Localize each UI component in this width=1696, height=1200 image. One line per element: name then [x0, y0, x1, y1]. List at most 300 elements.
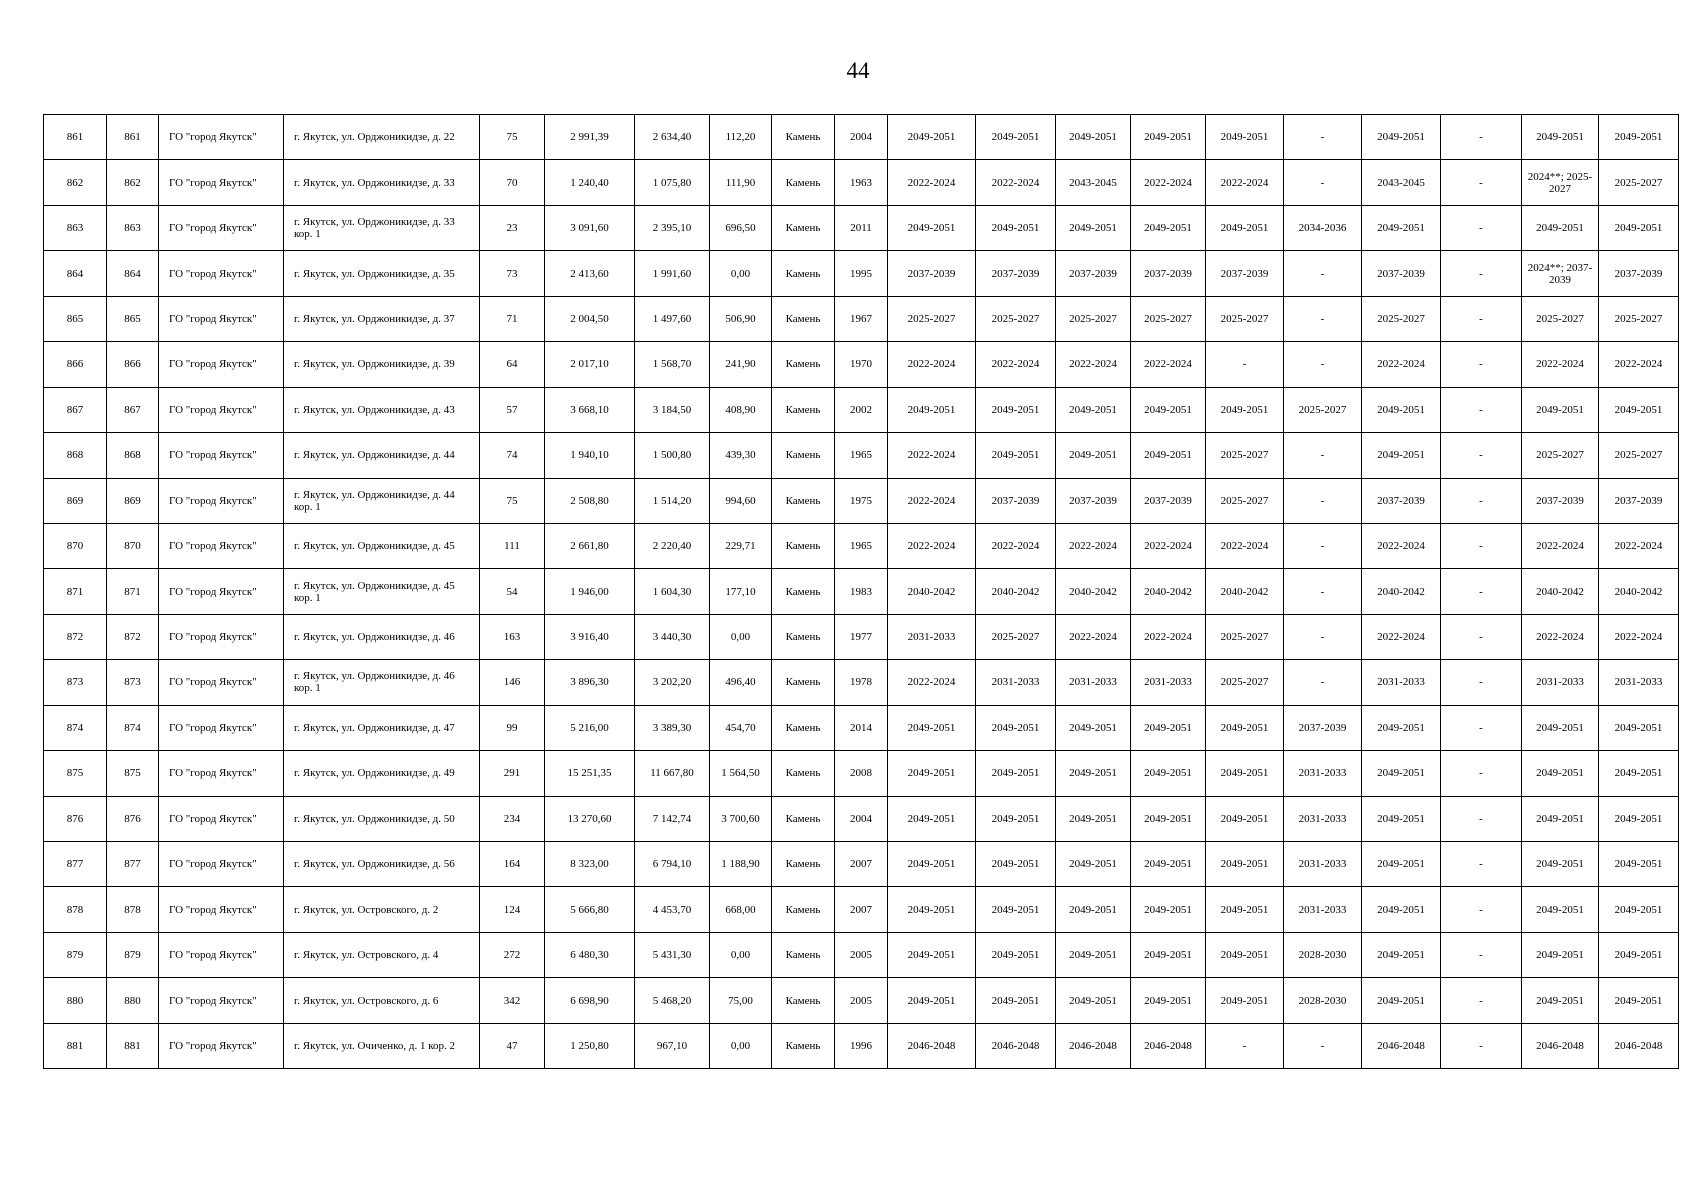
- table-row: [44, 660, 1679, 705]
- period-cell-8: -: [1441, 160, 1522, 205]
- period-cell-7: 2049-2051: [1362, 796, 1441, 841]
- period-cell-8: -: [1441, 796, 1522, 841]
- residential-area-cell: 5 431,30: [635, 932, 710, 977]
- record-number-cell: 874: [107, 705, 159, 750]
- period-cell-8: -: [1441, 751, 1522, 796]
- period-cell-8: -: [1441, 660, 1522, 705]
- period-cell-10: 2040-2042: [1599, 569, 1679, 614]
- period-cell-10: 2049-2051: [1599, 387, 1679, 432]
- municipality-cell: ГО "город Якутск": [159, 978, 284, 1023]
- period-cell-3: 2037-2039: [1056, 251, 1131, 296]
- period-cell-10: 2049-2051: [1599, 842, 1679, 887]
- apartments-cell: 54: [480, 569, 545, 614]
- wall-material-cell: Камень: [772, 978, 835, 1023]
- period-cell-5: 2049-2051: [1206, 705, 1284, 750]
- wall-material-cell: Камень: [772, 796, 835, 841]
- table-row: [44, 751, 1679, 796]
- record-number-cell: 863: [107, 205, 159, 250]
- period-cell-5: 2025-2027: [1206, 614, 1284, 659]
- period-cell-1: 2049-2051: [888, 932, 976, 977]
- period-cell-6: -: [1284, 342, 1362, 387]
- table-row: [44, 887, 1679, 932]
- period-cell-2: 2025-2027: [976, 614, 1056, 659]
- address-cell: г. Якутск, ул. Орджоникидзе, д. 33 кор. 1: [284, 205, 480, 250]
- period-cell-10: 2022-2024: [1599, 523, 1679, 568]
- period-cell-6: 2025-2027: [1284, 387, 1362, 432]
- table-row: [44, 433, 1679, 478]
- nonresidential-area-cell: 454,70: [710, 705, 772, 750]
- apartments-cell: 111: [480, 523, 545, 568]
- period-cell-2: 2049-2051: [976, 842, 1056, 887]
- period-cell-2: 2037-2039: [976, 478, 1056, 523]
- period-cell-4: 2049-2051: [1131, 751, 1206, 796]
- period-cell-1: 2049-2051: [888, 387, 976, 432]
- address-cell: г. Якутск, ул. Орджоникидзе, д. 45: [284, 523, 480, 568]
- period-cell-4: 2022-2024: [1131, 614, 1206, 659]
- period-cell-1: 2049-2051: [888, 978, 976, 1023]
- period-cell-1: 2046-2048: [888, 1023, 976, 1068]
- period-cell-5: 2025-2027: [1206, 660, 1284, 705]
- build-year-cell: 2008: [835, 751, 888, 796]
- period-cell-8: -: [1441, 433, 1522, 478]
- period-cell-1: 2049-2051: [888, 842, 976, 887]
- table-row: [44, 387, 1679, 432]
- row-number-cell: 871: [44, 569, 107, 614]
- address-cell: г. Якутск, ул. Орджоникидзе, д. 22: [284, 115, 480, 160]
- period-cell-1: 2031-2033: [888, 614, 976, 659]
- residential-area-cell: 1 991,60: [635, 251, 710, 296]
- period-cell-3: 2049-2051: [1056, 751, 1131, 796]
- period-cell-2: 2046-2048: [976, 1023, 1056, 1068]
- period-cell-7: 2049-2051: [1362, 115, 1441, 160]
- period-cell-9: 2049-2051: [1522, 115, 1599, 160]
- record-number-cell: 862: [107, 160, 159, 205]
- period-cell-10: 2049-2051: [1599, 887, 1679, 932]
- address-cell: г. Якутск, ул. Орджоникидзе, д. 37: [284, 296, 480, 341]
- record-number-cell: 881: [107, 1023, 159, 1068]
- address-cell: г. Якутск, ул. Орджоникидзе, д. 33: [284, 160, 480, 205]
- address-cell: г. Якутск, ул. Орджоникидзе, д. 44: [284, 433, 480, 478]
- address-cell: г. Якутск, ул. Островского, д. 4: [284, 932, 480, 977]
- table-body: [44, 115, 1679, 1069]
- period-cell-5: -: [1206, 1023, 1284, 1068]
- page-number: 44: [846, 58, 870, 83]
- period-cell-4: 2049-2051: [1131, 433, 1206, 478]
- row-number-cell: 876: [44, 796, 107, 841]
- period-cell-9: 2049-2051: [1522, 978, 1599, 1023]
- period-cell-9: 2025-2027: [1522, 433, 1599, 478]
- total-area-cell: 15 251,35: [545, 751, 635, 796]
- record-number-cell: 871: [107, 569, 159, 614]
- row-number-cell: 866: [44, 342, 107, 387]
- period-cell-7: 2049-2051: [1362, 932, 1441, 977]
- period-cell-10: 2049-2051: [1599, 705, 1679, 750]
- period-cell-10: 2049-2051: [1599, 751, 1679, 796]
- period-cell-4: 2049-2051: [1131, 205, 1206, 250]
- build-year-cell: 2014: [835, 705, 888, 750]
- period-cell-9: 2031-2033: [1522, 660, 1599, 705]
- period-cell-8: -: [1441, 115, 1522, 160]
- period-cell-2: 2049-2051: [976, 978, 1056, 1023]
- period-cell-5: 2049-2051: [1206, 842, 1284, 887]
- wall-material-cell: Камень: [772, 115, 835, 160]
- period-cell-9: 2022-2024: [1522, 614, 1599, 659]
- build-year-cell: 2005: [835, 978, 888, 1023]
- period-cell-3: 2037-2039: [1056, 478, 1131, 523]
- address-cell: г. Якутск, ул. Орджоникидзе, д. 50: [284, 796, 480, 841]
- period-cell-9: 2037-2039: [1522, 478, 1599, 523]
- period-cell-9: 2024**; 2025-2027: [1522, 160, 1599, 205]
- period-cell-1: 2049-2051: [888, 705, 976, 750]
- apartments-cell: 47: [480, 1023, 545, 1068]
- period-cell-2: 2049-2051: [976, 887, 1056, 932]
- period-cell-5: 2049-2051: [1206, 751, 1284, 796]
- period-cell-2: 2040-2042: [976, 569, 1056, 614]
- address-cell: г. Якутск, ул. Орджоникидзе, д. 47: [284, 705, 480, 750]
- municipality-cell: ГО "город Якутск": [159, 705, 284, 750]
- municipality-cell: ГО "город Якутск": [159, 433, 284, 478]
- period-cell-3: 2025-2027: [1056, 296, 1131, 341]
- period-cell-2: 2049-2051: [976, 751, 1056, 796]
- record-number-cell: 872: [107, 614, 159, 659]
- period-cell-10: 2049-2051: [1599, 978, 1679, 1023]
- row-number-cell: 881: [44, 1023, 107, 1068]
- period-cell-1: 2049-2051: [888, 205, 976, 250]
- municipality-cell: ГО "город Якутск": [159, 614, 284, 659]
- nonresidential-area-cell: 112,20: [710, 115, 772, 160]
- residential-area-cell: 1 514,20: [635, 478, 710, 523]
- period-cell-4: 2022-2024: [1131, 523, 1206, 568]
- wall-material-cell: Камень: [772, 751, 835, 796]
- nonresidential-area-cell: 1 188,90: [710, 842, 772, 887]
- period-cell-5: 2049-2051: [1206, 205, 1284, 250]
- period-cell-8: -: [1441, 932, 1522, 977]
- nonresidential-area-cell: 0,00: [710, 1023, 772, 1068]
- period-cell-1: 2037-2039: [888, 251, 976, 296]
- address-cell: г. Якутск, ул. Орджоникидзе, д. 39: [284, 342, 480, 387]
- period-cell-5: 2022-2024: [1206, 523, 1284, 568]
- nonresidential-area-cell: 506,90: [710, 296, 772, 341]
- period-cell-7: 2049-2051: [1362, 842, 1441, 887]
- row-number-cell: 862: [44, 160, 107, 205]
- period-cell-6: -: [1284, 296, 1362, 341]
- address-cell: г. Якутск, ул. Орджоникидзе, д. 45 кор. 1: [284, 569, 480, 614]
- wall-material-cell: Камень: [772, 842, 835, 887]
- apartments-cell: 146: [480, 660, 545, 705]
- build-year-cell: 1983: [835, 569, 888, 614]
- nonresidential-area-cell: 0,00: [710, 251, 772, 296]
- total-area-cell: 1 946,00: [545, 569, 635, 614]
- period-cell-9: 2022-2024: [1522, 342, 1599, 387]
- period-cell-2: 2049-2051: [976, 796, 1056, 841]
- period-cell-4: 2046-2048: [1131, 1023, 1206, 1068]
- wall-material-cell: Камень: [772, 433, 835, 478]
- nonresidential-area-cell: 668,00: [710, 887, 772, 932]
- period-cell-7: 2037-2039: [1362, 251, 1441, 296]
- total-area-cell: 5 666,80: [545, 887, 635, 932]
- period-cell-10: 2025-2027: [1599, 433, 1679, 478]
- residential-area-cell: 11 667,80: [635, 751, 710, 796]
- period-cell-10: 2049-2051: [1599, 796, 1679, 841]
- nonresidential-area-cell: 439,30: [710, 433, 772, 478]
- period-cell-5: 2025-2027: [1206, 433, 1284, 478]
- build-year-cell: 1977: [835, 614, 888, 659]
- period-cell-7: 2022-2024: [1362, 523, 1441, 568]
- period-cell-9: 2049-2051: [1522, 751, 1599, 796]
- nonresidential-area-cell: 0,00: [710, 614, 772, 659]
- period-cell-3: 2022-2024: [1056, 523, 1131, 568]
- total-area-cell: 2 004,50: [545, 296, 635, 341]
- period-cell-8: -: [1441, 478, 1522, 523]
- period-cell-1: 2049-2051: [888, 887, 976, 932]
- residential-area-cell: 2 634,40: [635, 115, 710, 160]
- period-cell-10: 2046-2048: [1599, 1023, 1679, 1068]
- wall-material-cell: Камень: [772, 887, 835, 932]
- address-cell: г. Якутск, ул. Орджоникидзе, д. 46: [284, 614, 480, 659]
- record-number-cell: 867: [107, 387, 159, 432]
- wall-material-cell: Камень: [772, 932, 835, 977]
- period-cell-4: 2049-2051: [1131, 978, 1206, 1023]
- nonresidential-area-cell: 408,90: [710, 387, 772, 432]
- residential-area-cell: 7 142,74: [635, 796, 710, 841]
- build-year-cell: 2004: [835, 115, 888, 160]
- row-number-cell: 870: [44, 523, 107, 568]
- period-cell-10: 2025-2027: [1599, 296, 1679, 341]
- build-year-cell: 2005: [835, 932, 888, 977]
- apartments-cell: 99: [480, 705, 545, 750]
- period-cell-7: 2049-2051: [1362, 978, 1441, 1023]
- period-cell-1: 2022-2024: [888, 342, 976, 387]
- nonresidential-area-cell: 496,40: [710, 660, 772, 705]
- period-cell-10: 2025-2027: [1599, 160, 1679, 205]
- municipality-cell: ГО "город Якутск": [159, 160, 284, 205]
- residential-area-cell: 3 202,20: [635, 660, 710, 705]
- period-cell-7: 2049-2051: [1362, 705, 1441, 750]
- period-cell-5: 2025-2027: [1206, 296, 1284, 341]
- period-cell-6: 2031-2033: [1284, 796, 1362, 841]
- residential-area-cell: 3 184,50: [635, 387, 710, 432]
- municipality-cell: ГО "город Якутск": [159, 251, 284, 296]
- period-cell-2: 2022-2024: [976, 160, 1056, 205]
- period-cell-6: -: [1284, 523, 1362, 568]
- period-cell-7: 2049-2051: [1362, 887, 1441, 932]
- apartments-cell: 234: [480, 796, 545, 841]
- row-number-cell: 865: [44, 296, 107, 341]
- build-year-cell: 1978: [835, 660, 888, 705]
- apartments-cell: 164: [480, 842, 545, 887]
- table-row: [44, 478, 1679, 523]
- period-cell-9: 2049-2051: [1522, 205, 1599, 250]
- period-cell-9: 2022-2024: [1522, 523, 1599, 568]
- period-cell-1: 2022-2024: [888, 478, 976, 523]
- period-cell-2: 2031-2033: [976, 660, 1056, 705]
- table-row: [44, 614, 1679, 659]
- apartments-cell: 75: [480, 478, 545, 523]
- record-number-cell: 879: [107, 932, 159, 977]
- row-number-cell: 880: [44, 978, 107, 1023]
- wall-material-cell: Камень: [772, 569, 835, 614]
- address-cell: г. Якутск, ул. Орджоникидзе, д. 56: [284, 842, 480, 887]
- nonresidential-area-cell: 229,71: [710, 523, 772, 568]
- wall-material-cell: Камень: [772, 1023, 835, 1068]
- record-number-cell: 870: [107, 523, 159, 568]
- period-cell-2: 2049-2051: [976, 387, 1056, 432]
- total-area-cell: 1 940,10: [545, 433, 635, 478]
- period-cell-7: 2031-2033: [1362, 660, 1441, 705]
- period-cell-5: 2040-2042: [1206, 569, 1284, 614]
- period-cell-4: 2037-2039: [1131, 251, 1206, 296]
- municipality-cell: ГО "город Якутск": [159, 205, 284, 250]
- table-row: [44, 978, 1679, 1023]
- total-area-cell: 3 896,30: [545, 660, 635, 705]
- wall-material-cell: Камень: [772, 660, 835, 705]
- total-area-cell: 2 017,10: [545, 342, 635, 387]
- residential-area-cell: 6 794,10: [635, 842, 710, 887]
- period-cell-5: 2049-2051: [1206, 887, 1284, 932]
- row-number-cell: 864: [44, 251, 107, 296]
- period-cell-8: -: [1441, 978, 1522, 1023]
- period-cell-5: 2049-2051: [1206, 978, 1284, 1023]
- row-number-cell: 867: [44, 387, 107, 432]
- period-cell-7: 2049-2051: [1362, 205, 1441, 250]
- period-cell-4: 2049-2051: [1131, 842, 1206, 887]
- period-cell-2: 2022-2024: [976, 523, 1056, 568]
- row-number-cell: 873: [44, 660, 107, 705]
- period-cell-9: 2040-2042: [1522, 569, 1599, 614]
- period-cell-5: 2037-2039: [1206, 251, 1284, 296]
- period-cell-3: 2022-2024: [1056, 342, 1131, 387]
- period-cell-6: 2031-2033: [1284, 842, 1362, 887]
- period-cell-7: 2046-2048: [1362, 1023, 1441, 1068]
- address-cell: г. Якутск, ул. Островского, д. 2: [284, 887, 480, 932]
- period-cell-3: 2022-2024: [1056, 614, 1131, 659]
- period-cell-3: 2031-2033: [1056, 660, 1131, 705]
- table-row: [44, 160, 1679, 205]
- build-year-cell: 1975: [835, 478, 888, 523]
- row-number-cell: 872: [44, 614, 107, 659]
- period-cell-7: 2022-2024: [1362, 342, 1441, 387]
- period-cell-6: 2034-2036: [1284, 205, 1362, 250]
- period-cell-1: 2022-2024: [888, 660, 976, 705]
- build-year-cell: 2004: [835, 796, 888, 841]
- period-cell-6: -: [1284, 614, 1362, 659]
- municipality-cell: ГО "город Якутск": [159, 478, 284, 523]
- period-cell-5: 2049-2051: [1206, 932, 1284, 977]
- row-number-cell: 879: [44, 932, 107, 977]
- period-cell-8: -: [1441, 887, 1522, 932]
- period-cell-1: 2022-2024: [888, 160, 976, 205]
- total-area-cell: 1 250,80: [545, 1023, 635, 1068]
- wall-material-cell: Камень: [772, 160, 835, 205]
- residential-area-cell: 1 568,70: [635, 342, 710, 387]
- period-cell-4: 2022-2024: [1131, 342, 1206, 387]
- build-year-cell: 1996: [835, 1023, 888, 1068]
- total-area-cell: 2 661,80: [545, 523, 635, 568]
- period-cell-6: 2031-2033: [1284, 751, 1362, 796]
- period-cell-8: -: [1441, 205, 1522, 250]
- period-cell-6: -: [1284, 433, 1362, 478]
- housing-register-table: [43, 114, 1679, 1069]
- period-cell-10: 2031-2033: [1599, 660, 1679, 705]
- period-cell-10: 2049-2051: [1599, 205, 1679, 250]
- total-area-cell: 2 508,80: [545, 478, 635, 523]
- residential-area-cell: 1 604,30: [635, 569, 710, 614]
- record-number-cell: 864: [107, 251, 159, 296]
- period-cell-6: -: [1284, 569, 1362, 614]
- nonresidential-area-cell: 0,00: [710, 932, 772, 977]
- period-cell-6: -: [1284, 660, 1362, 705]
- period-cell-9: 2046-2048: [1522, 1023, 1599, 1068]
- municipality-cell: ГО "город Якутск": [159, 296, 284, 341]
- period-cell-3: 2049-2051: [1056, 433, 1131, 478]
- table-row: [44, 296, 1679, 341]
- period-cell-4: 2049-2051: [1131, 705, 1206, 750]
- total-area-cell: 13 270,60: [545, 796, 635, 841]
- period-cell-10: 2037-2039: [1599, 251, 1679, 296]
- wall-material-cell: Камень: [772, 205, 835, 250]
- total-area-cell: 2 413,60: [545, 251, 635, 296]
- table-row: [44, 523, 1679, 568]
- row-number-cell: 861: [44, 115, 107, 160]
- row-number-cell: 874: [44, 705, 107, 750]
- apartments-cell: 71: [480, 296, 545, 341]
- record-number-cell: 865: [107, 296, 159, 341]
- residential-area-cell: 2 395,10: [635, 205, 710, 250]
- municipality-cell: ГО "город Якутск": [159, 1023, 284, 1068]
- period-cell-8: -: [1441, 296, 1522, 341]
- period-cell-1: 2049-2051: [888, 796, 976, 841]
- period-cell-1: 2022-2024: [888, 433, 976, 478]
- total-area-cell: 1 240,40: [545, 160, 635, 205]
- table-row: [44, 705, 1679, 750]
- residential-area-cell: 1 075,80: [635, 160, 710, 205]
- residential-area-cell: 5 468,20: [635, 978, 710, 1023]
- period-cell-3: 2049-2051: [1056, 115, 1131, 160]
- row-number-cell: 863: [44, 205, 107, 250]
- period-cell-8: -: [1441, 387, 1522, 432]
- residential-area-cell: 4 453,70: [635, 887, 710, 932]
- row-number-cell: 877: [44, 842, 107, 887]
- apartments-cell: 23: [480, 205, 545, 250]
- period-cell-10: 2049-2051: [1599, 932, 1679, 977]
- period-cell-4: 2049-2051: [1131, 115, 1206, 160]
- period-cell-10: 2022-2024: [1599, 342, 1679, 387]
- period-cell-5: -: [1206, 342, 1284, 387]
- period-cell-7: 2049-2051: [1362, 751, 1441, 796]
- record-number-cell: 868: [107, 433, 159, 478]
- apartments-cell: 163: [480, 614, 545, 659]
- table-row: [44, 932, 1679, 977]
- period-cell-5: 2022-2024: [1206, 160, 1284, 205]
- period-cell-7: 2049-2051: [1362, 387, 1441, 432]
- record-number-cell: 876: [107, 796, 159, 841]
- period-cell-6: 2028-2030: [1284, 978, 1362, 1023]
- row-number-cell: 875: [44, 751, 107, 796]
- wall-material-cell: Камень: [772, 296, 835, 341]
- period-cell-8: -: [1441, 342, 1522, 387]
- record-number-cell: 875: [107, 751, 159, 796]
- build-year-cell: 2002: [835, 387, 888, 432]
- municipality-cell: ГО "город Якутск": [159, 115, 284, 160]
- nonresidential-area-cell: 994,60: [710, 478, 772, 523]
- period-cell-1: 2022-2024: [888, 523, 976, 568]
- wall-material-cell: Камень: [772, 705, 835, 750]
- nonresidential-area-cell: 111,90: [710, 160, 772, 205]
- municipality-cell: ГО "город Якутск": [159, 387, 284, 432]
- period-cell-2: 2022-2024: [976, 342, 1056, 387]
- row-number-cell: 869: [44, 478, 107, 523]
- total-area-cell: 3 916,40: [545, 614, 635, 659]
